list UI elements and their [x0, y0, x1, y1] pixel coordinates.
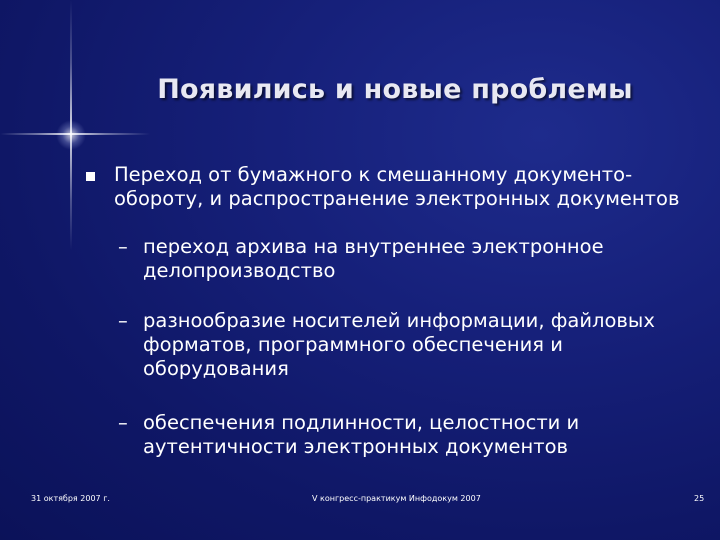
sparkle-glow: [56, 120, 86, 150]
sub-bullet-line: обеспечения подлинности, целостности и: [143, 411, 580, 434]
dash-marker: –: [118, 411, 128, 434]
main-bullet-text: [114, 163, 679, 211]
sub-bullet-line: оборудования: [143, 357, 289, 380]
main-bullet-line: Переход от бумажного к смешанному документо-: [114, 163, 633, 186]
sub-bullet-2: [143, 309, 655, 381]
sub-bullet-1: [143, 235, 604, 283]
main-bullet-line: обороту, и распространение электронных документов: [114, 187, 680, 210]
page-number: 25: [694, 494, 705, 503]
sub-bullet-3: [143, 411, 579, 459]
dash-marker: –: [118, 235, 128, 258]
sub-bullet-line: форматов, программного обеспечения и: [143, 333, 563, 356]
sub-bullet-line: аутентичности электронных документов: [143, 435, 568, 458]
footer-event-name: V конгресс-практикум Инфодокум 2007: [312, 494, 481, 503]
sub-bullet-line: переход архива на внутреннее электронное: [143, 235, 604, 258]
slide-title: Появились и новые проблемы: [157, 74, 633, 105]
square-bullet-icon: [86, 172, 95, 181]
dash-marker: –: [118, 309, 128, 332]
footer-date: 31 октября 2007 г.: [31, 494, 110, 503]
sub-bullet-line: делопроизводство: [143, 259, 336, 282]
sub-bullet-line: разнообразие носителей информации, файловых: [143, 309, 655, 332]
